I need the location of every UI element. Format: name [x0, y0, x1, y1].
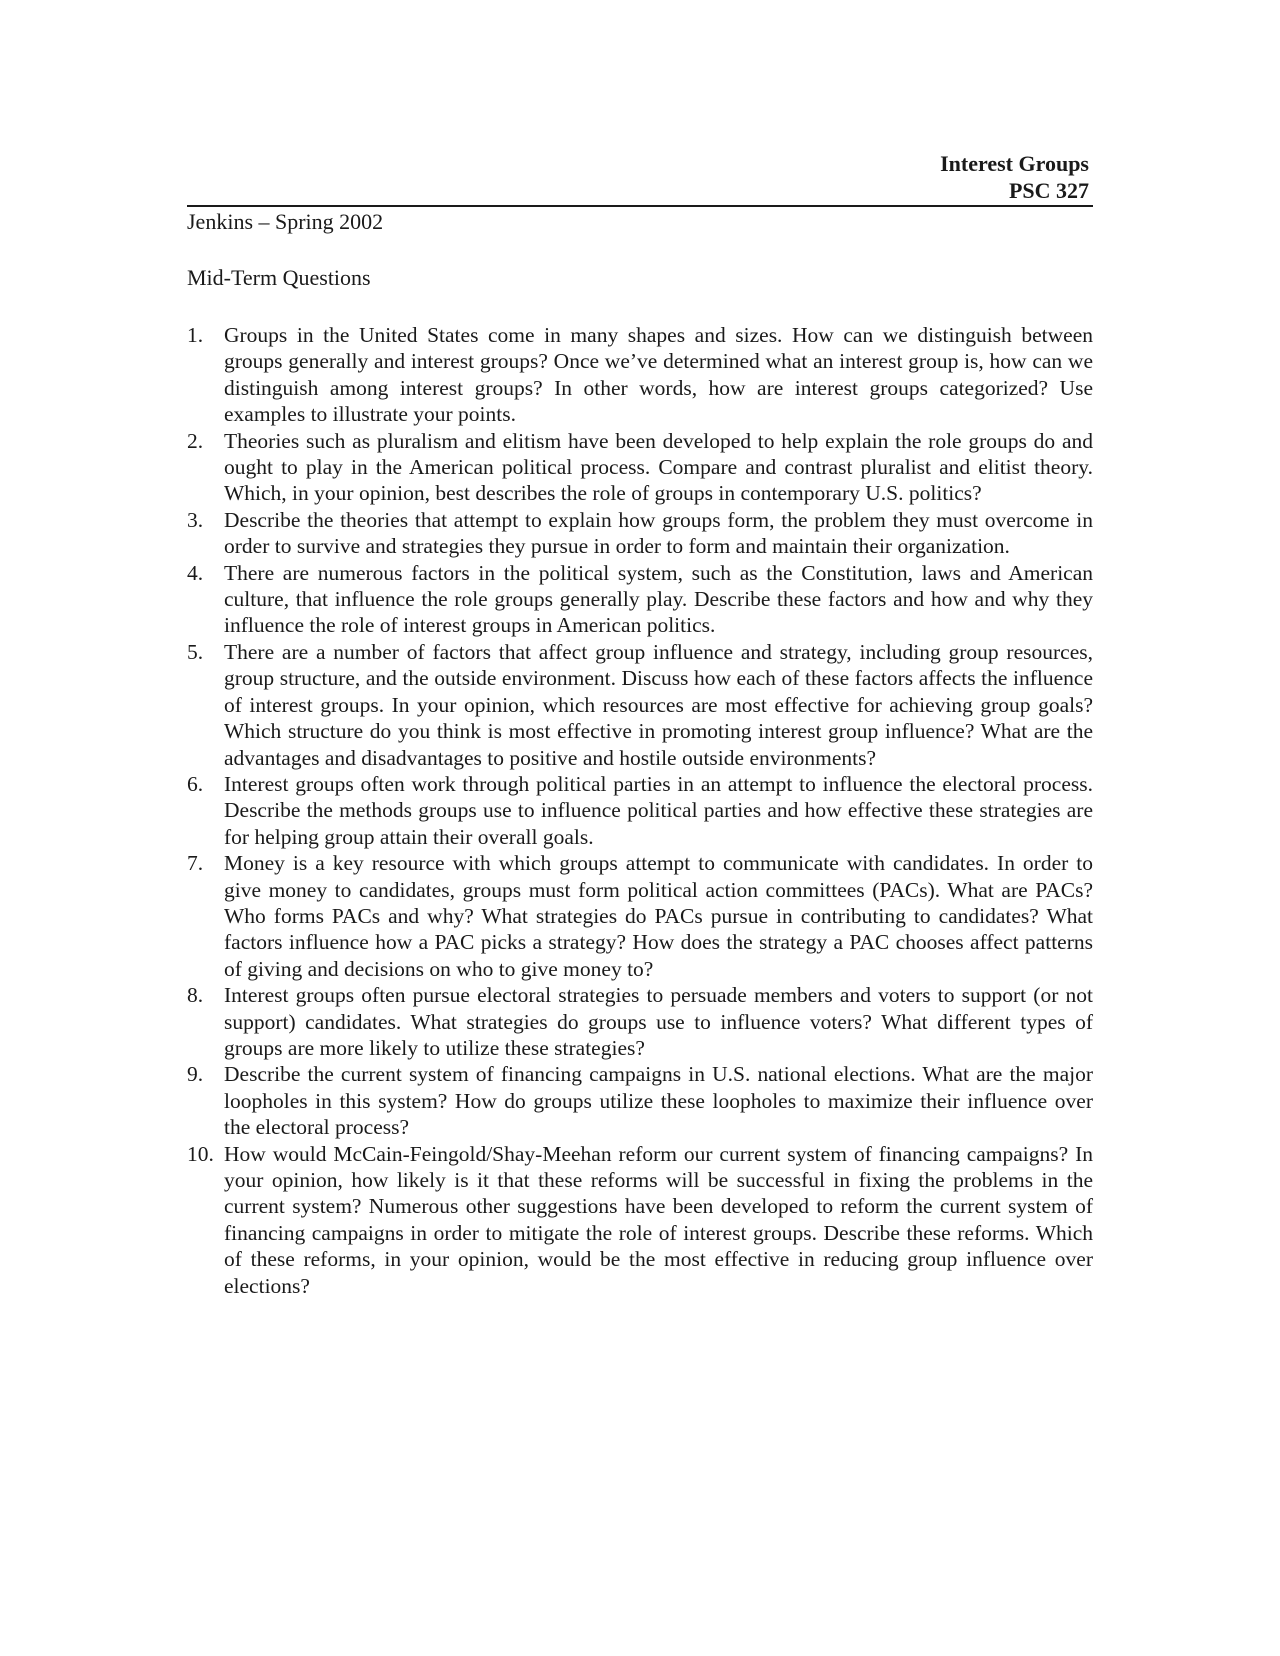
question-number: 7.: [187, 851, 204, 876]
question-text: There are numerous factors in the political system, such as the Constitution, laws and American culture, that influence the role groups generally play. Describe these factors and how and why they influence the role of interest groups in American politics.: [224, 560, 1093, 638]
question-text: There are a number of factors that affect group influence and strategy, including group resources, group structure, and the outside environment. Discuss how each of these factors affects the influence of interest groups. In your opinion, which resources are most effective for achieving group goals? Which structure do you think is most effective in promoting interest group influence? What are the advantages and disadvantages to positive and hostile outside environments?: [224, 639, 1093, 770]
question-item: [187, 507, 1093, 560]
question-number: 2.: [187, 428, 204, 453]
question-item: [187, 560, 1093, 639]
header-divider: [187, 205, 1093, 207]
question-item: [187, 771, 1093, 850]
question-text: Interest groups often work through political parties in an attempt to influence the electoral process. Describe the methods groups use to influence political parties and how effective these strategies are for helping group attain their overall goals.: [224, 771, 1093, 849]
question-text: Describe the theories that attempt to explain how groups form, the problem they must overcome in order to survive and strategies they pursue in order to form and maintain their organization.: [224, 507, 1093, 559]
question-item: [187, 982, 1093, 1061]
question-number: 3.: [187, 507, 204, 532]
question-number: 10.: [187, 1141, 214, 1166]
question-text: Describe the current system of financing campaigns in U.S. national elections. What are the major loopholes in this system? How do groups utilize these loopholes to maximize their influence over the electoral process?: [224, 1062, 1093, 1140]
question-text: Money is a key resource with which groups attempt to communicate with candidates. In order to give money to candidates, groups must form political action committees (PACs). What are PACs? Who forms PACs and why? What strategies do PACs pursue in contributing to candidates? What factors influence how a PAC picks a strategy? How does the strategy a PAC chooses affect patterns of giving and decisions on who to give money to?: [224, 851, 1093, 981]
question-number: 6.: [187, 771, 204, 796]
byline: Jenkins – Spring 2002: [187, 209, 384, 234]
question-item: [187, 1141, 1093, 1299]
question-text: Groups in the United States come in many shapes and sizes. How can we distinguish between groups generally and interest groups? Once we’ve determined what an interest group is, how can we distinguish among interest groups? In other words, how are interest groups categorized? Use examples to illustrate your points.: [224, 323, 1093, 427]
question-item: [187, 850, 1093, 982]
question-number: 1.: [187, 323, 204, 347]
question-number: 9.: [187, 1062, 204, 1087]
question-text: Theories such as pluralism and elitism have been developed to help explain the role groups do and ought to play in the American political process. Compare and contrast pluralist and elitist theory. Which, in your opinion, best describes the role of groups in contemporary U.S. politics?: [224, 428, 1093, 506]
question-item: [187, 322, 1093, 428]
question-text: How would McCain-Feingold/Shay-Meehan reform our current system of financing campaigns? In your opinion, how likely is it that these reforms will be successful in fixing the problems in the current system? Numerous other suggestions have been developed to reform the current system of financing campaigns in order to mitigate the role of interest groups. Describe these reforms. Which of these reforms, in your opinion, would be the most effective in reducing group influence over elections?: [224, 1141, 1093, 1298]
question-item: [187, 428, 1093, 507]
course-title: Interest Groups: [940, 151, 1089, 176]
course-code: PSC 327: [1008, 178, 1089, 203]
document-page: [187, 150, 1093, 1299]
section-title: Mid-Term Questions: [187, 265, 371, 290]
document-header: [187, 150, 1093, 204]
question-number: 8.: [187, 983, 204, 1008]
question-item: [187, 639, 1093, 771]
question-list: [187, 322, 1093, 1299]
question-text: Interest groups often pursue electoral strategies to persuade members and voters to support (or not support) candidates. What strategies do groups use to influence voters? What different types of groups are more likely to utilize these strategies?: [224, 983, 1093, 1060]
question-number: 4.: [187, 560, 204, 585]
question-number: 5.: [187, 639, 204, 664]
question-item: [187, 1061, 1093, 1140]
